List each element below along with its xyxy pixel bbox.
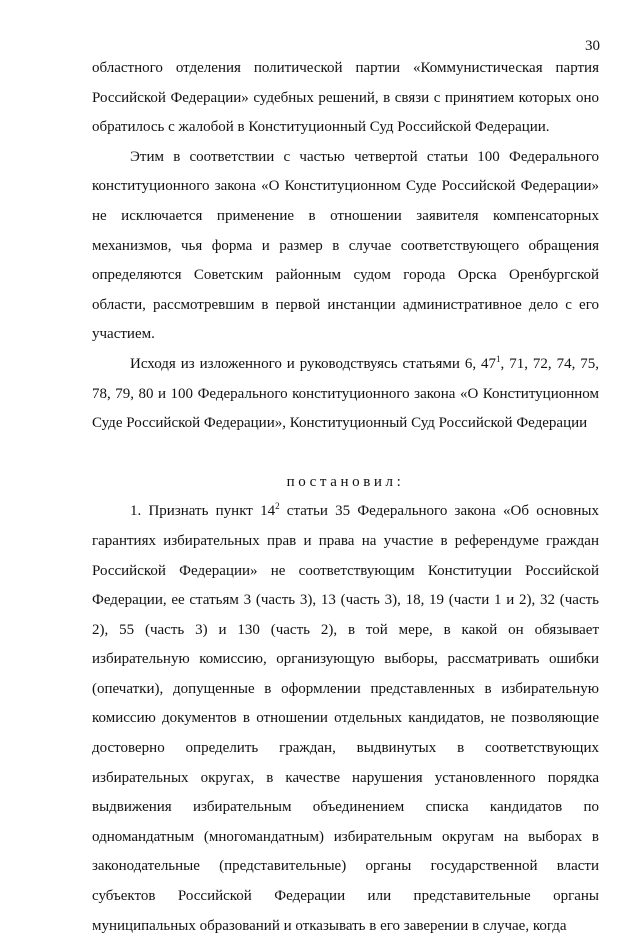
paragraph-compensation: Этим в соответствии с частью четвертой статьи 100 Федерального конституционного закона «О Конституционном Суде Российской Федерации» не исключается применение в отношении заявителя компенсаторных механизмов, чья форма и размер в случае соответствующего обращения определяются Советским районным судом города Орска Оренбургской области, рассмотревшим в первой инстанции административное дело с его участием. [92, 148, 599, 343]
resolution-heading: постановил: [286, 473, 405, 490]
page-number: 30 [585, 38, 600, 54]
paragraph-legal-basis [92, 350, 599, 439]
superscript-marker: 2 [275, 501, 280, 512]
document-body [92, 54, 599, 941]
paragraph-party-decisions: областного отделения политической партии «Коммунистическая партия Российской Федерации» судебных решений, в связи с принятием которых оно обратилось с жалобой в Конституционный Суд Российской Федерации. [92, 60, 599, 136]
superscript-marker: 1 [496, 353, 501, 364]
legal-basis-text-start: Исходя из изложенного и руководствуясь статьями 6, 47 [130, 355, 497, 372]
legal-basis-text-end: , 71, 72, 74, 75, 78, 79, 80 и 100 Федерального конституционного закона «О Конституционном Суде Российской Федерации», Конституционный Суд Российской Федерации [92, 355, 599, 432]
ruling-text-start: 1. Признать пункт 14 [130, 503, 276, 520]
paragraph-ruling-point-1 [92, 497, 599, 941]
ruling-text-end: статьи 35 Федерального закона «Об основных гарантиях избирательных прав и права на участие в референдуме граждан Российской Федерации» не соответствующим Конституции Российской Федерации, ее статьям 3 (часть 3), 13 (часть 3), 18, 19 (части 1 и 2), 32 (часть 2), 55 (часть 3) и 130 (часть 2), в той мере, в какой он обязывает избирательную комиссию, организующую выборы, рассматривать ошибки (опечатки), допущенные в оформлении представленных в избирательную комиссию документов в отношении отдельных кандидатов, не позволяющие достоверно определить граждан, выдвинутых в соответствующих избирательных округах, в качестве нарушения установленного порядка выдвижения избирательным объединением списка кандидатов по одномандатным (многомандатным) избирательным округам на выборах в законодательные (представительные) органы государственной власти субъектов Российской Федерации или представительные органы муниципальных образований и отказывать в его заверении в случае, когда [92, 503, 599, 934]
